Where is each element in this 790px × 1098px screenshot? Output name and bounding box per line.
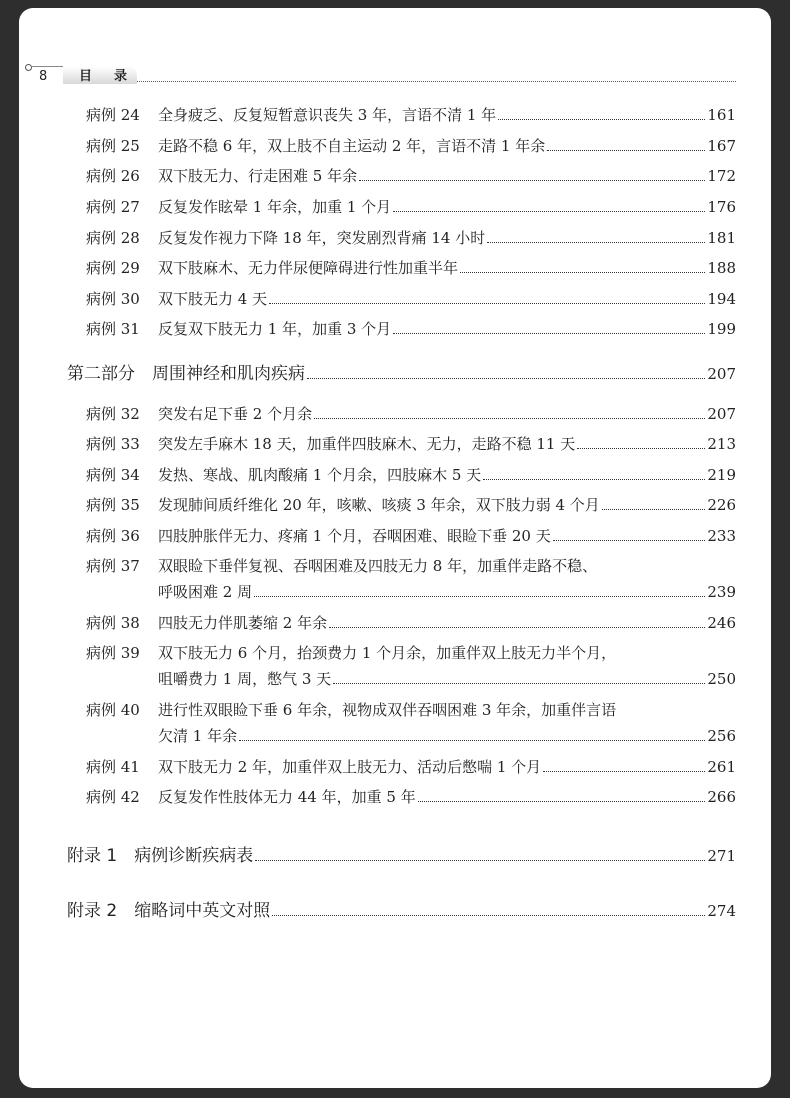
page-number: 8 (39, 69, 48, 84)
case-number: 病例 30 (86, 290, 140, 308)
page-ref: 226 (707, 496, 736, 514)
entry-title-line2: 欠清 1 年余 (158, 727, 238, 745)
toc-entry[interactable] (86, 641, 736, 693)
section-title: 第二部分 周围神经和肌肉疾病 (67, 364, 305, 384)
toc-entry[interactable] (86, 698, 736, 750)
entry-title: 双下肢麻木、无力伴尿便障碍进行性加重半年 (158, 259, 459, 277)
page-ref: 261 (707, 758, 736, 776)
page-ref: 219 (707, 466, 736, 484)
case-number: 病例 24 (86, 106, 140, 124)
case-number: 病例 38 (86, 614, 140, 632)
case-number: 病例 35 (86, 496, 140, 514)
entry-title: 突发右足下垂 2 个月余 (158, 405, 313, 423)
toc-entry[interactable] (86, 554, 736, 606)
page-ref: 207 (707, 365, 736, 383)
appendix-title: 附录 2 缩略词中英文对照 (67, 901, 271, 921)
case-number: 病例 29 (86, 259, 140, 277)
entry-title: 发现肺间质纤维化 20 年，咳嗽、咳痰 3 年余，双下肢力弱 4 个月 (158, 496, 600, 514)
case-number: 病例 27 (86, 198, 140, 216)
case-number: 病例 33 (86, 435, 140, 453)
page-ref: 161 (707, 106, 736, 124)
entry-title: 双下肢无力、行走困难 5 年余 (158, 167, 358, 185)
entry-title-line1: 进行性双眼睑下垂 6 年余，视物成双伴吞咽困难 3 年余，加重伴言语 (158, 701, 617, 719)
header-dotted-line (137, 81, 736, 82)
entry-title: 四肢无力伴肌萎缩 2 年余 (158, 614, 328, 632)
page-ref: 239 (707, 583, 736, 601)
header-title: 目录 (79, 69, 150, 84)
entry-title: 双下肢无力 4 天 (158, 290, 268, 308)
entry-title: 发热、寒战、肌肉酸痛 1 个月余，四肢麻木 5 天 (158, 466, 482, 484)
entry-title: 反复发作性肢体无力 44 年，加重 5 年 (158, 788, 416, 806)
appendix-2-heading[interactable] (67, 898, 736, 924)
page-ref: 172 (707, 167, 736, 185)
case-number: 病例 41 (86, 758, 140, 776)
entry-title: 双下肢无力 2 年，加重伴双上肢无力、活动后憋喘 1 个月 (158, 758, 542, 776)
entry-title: 走路不稳 6 年，双上肢不自主运动 2 年，言语不清 1 年余 (158, 137, 546, 155)
page-ref: 233 (707, 527, 736, 545)
entry-title: 突发左手麻木 18 天，加重伴四肢麻木、无力，走路不稳 11 天 (158, 435, 576, 453)
page-ref: 199 (707, 320, 736, 338)
page-ref: 246 (707, 614, 736, 632)
page-ref: 274 (707, 902, 736, 920)
page-ref: 213 (707, 435, 736, 453)
page-header (19, 64, 771, 88)
page-ref: 188 (707, 259, 736, 277)
case-number: 病例 28 (86, 229, 140, 247)
case-number: 病例 32 (86, 405, 140, 423)
page-ref: 194 (707, 290, 736, 308)
appendix-1-heading[interactable] (67, 843, 736, 869)
page-ref: 271 (707, 847, 736, 865)
page-ref: 256 (707, 727, 736, 745)
page-ref: 167 (707, 137, 736, 155)
case-number: 病例 25 (86, 137, 140, 155)
entry-title-line2: 呼吸困难 2 周 (158, 583, 253, 601)
case-number: 病例 39 (86, 644, 140, 662)
case-number: 病例 26 (86, 167, 140, 185)
section-heading[interactable] (67, 361, 736, 387)
entry-title: 反复双下肢无力 1 年，加重 3 个月 (158, 320, 392, 338)
entry-title-line1: 双下肢无力 6 个月，抬颈费力 1 个月余，加重伴双上肢无力半个月， (158, 644, 617, 662)
entry-title: 反复发作视力下降 18 年，突发剧烈背痛 14 小时 (158, 229, 486, 247)
page-ref: 207 (707, 405, 736, 423)
entry-title: 全身疲乏、反复短暂意识丧失 3 年，言语不清 1 年 (158, 106, 497, 124)
entry-title: 反复发作眩晕 1 年余，加重 1 个月 (158, 198, 392, 216)
case-number: 病例 34 (86, 466, 140, 484)
page-ref: 250 (707, 670, 736, 688)
entry-title-line1: 双眼睑下垂伴复视、吞咽困难及四肢无力 8 年，加重伴走路不稳、 (158, 557, 598, 575)
case-number: 病例 31 (86, 320, 140, 338)
case-number: 病例 40 (86, 701, 140, 719)
document-page (19, 8, 771, 1088)
page-ref: 176 (707, 198, 736, 216)
case-number: 病例 42 (86, 788, 140, 806)
appendix-title: 附录 1 病例诊断疾病表 (67, 846, 254, 866)
page-ref: 266 (707, 788, 736, 806)
case-number: 病例 36 (86, 527, 140, 545)
entry-title: 四肢肿胀伴无力、疼痛 1 个月，吞咽困难、眼睑下垂 20 天 (158, 527, 551, 545)
case-number: 病例 37 (86, 557, 140, 575)
page-ref: 181 (707, 229, 736, 247)
entry-title-line2: 咀嚼费力 1 周，憋气 3 天 (158, 670, 332, 688)
